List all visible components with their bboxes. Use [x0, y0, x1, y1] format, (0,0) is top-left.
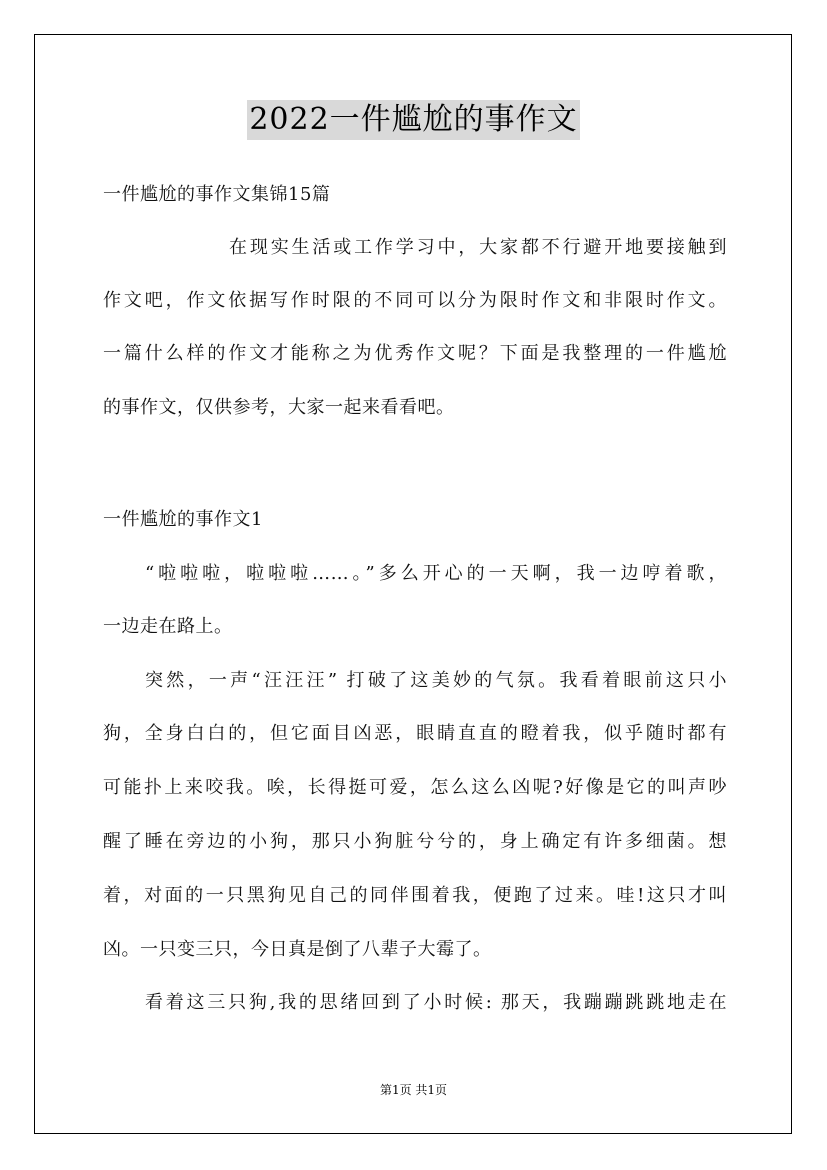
paragraph-line: 醒了睡在旁边的小狗，那只小狗脏兮兮的，身上确定有许多细菌。想 [103, 831, 727, 852]
paragraph-line: 可能扑上来咬我。唉，长得挺可爱，怎么这么凶呢?好像是它的叫声吵 [103, 777, 727, 798]
page-footer: 第1页 共1页 [379, 1083, 448, 1097]
intro-line: 的事作文，仅供参考，大家一起来看看吧。 [103, 397, 455, 418]
paragraph-line: 着，对面的一只黑狗见自己的同伴围着我，便跑了过来。哇!这只才叫 [103, 885, 727, 906]
paragraph-line: 看着这三只狗,我的思绪回到了小时候: 那天，我蹦蹦跳跳地走在 [145, 992, 727, 1013]
title-wrap [0, 100, 827, 140]
subtitle: 一件尴尬的事作文集锦15篇 [103, 184, 331, 205]
intro-line: 在现实生活或工作学习中，大家都不行避开地要接触到 [229, 237, 727, 258]
intro-line: 作文吧，作文依据写作时限的不同可以分为限时作文和非限时作文。 [103, 290, 727, 311]
paragraph-line: “啦啦啦，啦啦啦……。”多么开心的一天啊，我一边哼着歌， [145, 563, 727, 584]
section-heading: 一件尴尬的事作文1 [103, 509, 263, 530]
document-title: 2022一件尴尬的事作文 [247, 100, 579, 140]
paragraph-line: 凶。一只变三只，今日真是倒了八辈子大霉了。 [103, 939, 492, 960]
paragraph-line: 突然，一声“汪汪汪” 打破了这美妙的气氛。我看着眼前这只小 [145, 670, 727, 691]
paragraph-line: 一边走在路上。 [103, 616, 233, 637]
paragraph-line: 狗，全身白白的，但它面目凶恶，眼睛直直的瞪着我，似乎随时都有 [103, 723, 727, 744]
intro-line: 一篇什么样的作文才能称之为优秀作文呢？下面是我整理的一件尴尬 [103, 343, 727, 364]
